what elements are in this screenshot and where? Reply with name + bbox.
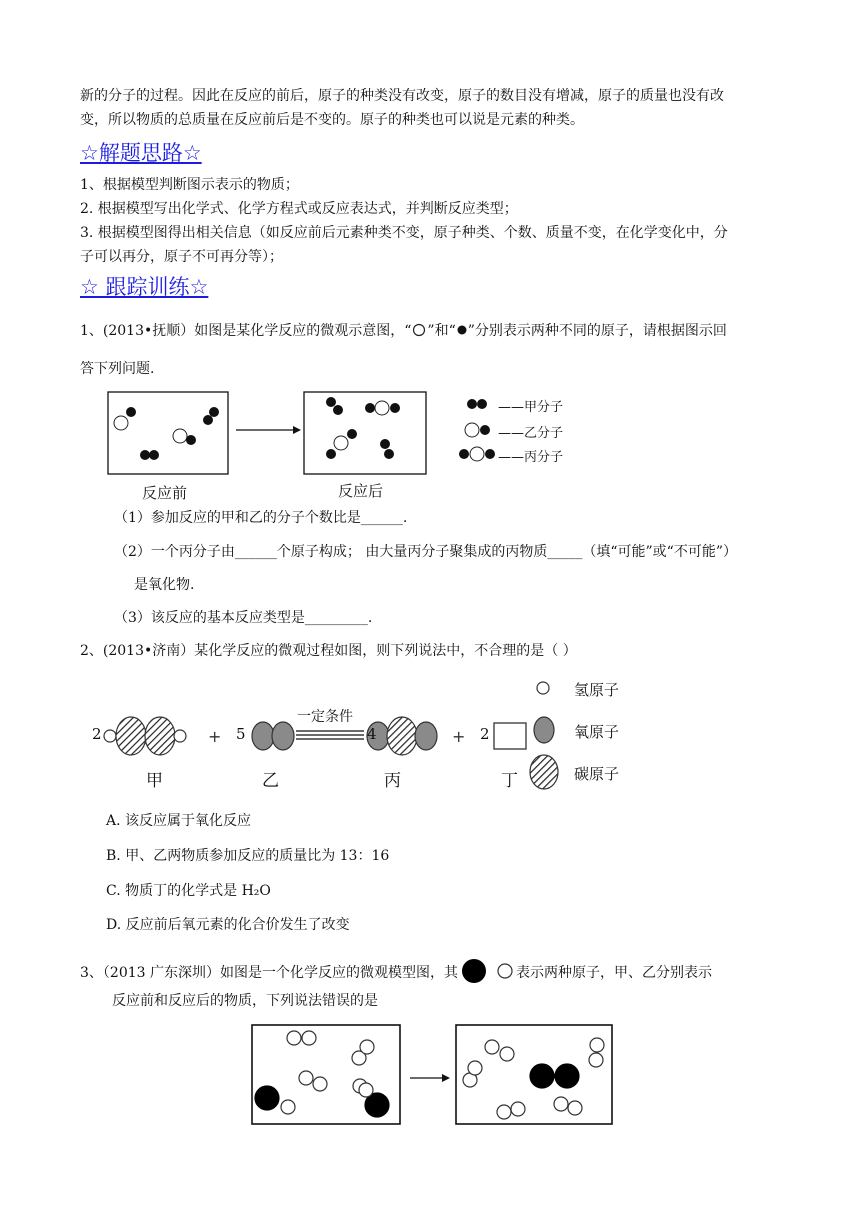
condition-equals [296,731,364,739]
q2-reaction-diagram [86,672,626,800]
section-title-thinking: ☆解题思路☆ [80,141,202,165]
before-box [108,392,228,474]
molecule-ding-box [494,723,526,749]
q1-sub-1: （1）参加反应的甲和乙的分子个数比是______. [114,510,408,526]
molecule-bing [367,717,437,755]
q2-stem: 2、(2013•济南）某化学反应的微观过程如图，则下列说法中，不合理的是（ ） [80,643,577,659]
plus-2: + [452,727,466,746]
black-atom-icon [456,323,468,337]
q1-stem-part-b: ”和“ [427,323,456,339]
q1-stem-cont: 答下列问题. [80,361,155,377]
legend-molecule-jia: ——甲分子 [498,400,564,415]
intro-line-1: 新的分子的过程。因此在反应的前后，原子的种类没有改变，原子的数目没有增减，原子的质量也没有改 [80,88,724,104]
label-before: 反应前 [142,484,188,502]
q1-stem [80,320,790,342]
q2-option-d: D. 反应前后氧元素的化合价发生了改变 [106,917,350,933]
molecule-jia [104,717,186,755]
thinking-item-2: 2. 根据模型写出化学式、化学方程式或反应表达式，并判断反应类型； [80,201,518,217]
name-ding: 丁 [501,771,518,791]
q1-stem-part-a: 1、(2013•抚顺）如图是某化学反应的微观示意图，“ [80,323,412,339]
q3-stem-part-a: 3、（2013 广东深圳）如图是一个化学反应的微观模型图，其 [80,965,458,981]
molecule-yi [252,722,294,750]
after-box [304,392,426,474]
q3-reaction-diagram [246,1020,626,1130]
small-white-atom-icon [492,961,516,981]
q3-stem-cont: 反应前和反应后的物质，下列说法错误的是 [112,993,378,1009]
section-title-training: ☆ 跟踪训练☆ [80,275,209,299]
plus-1: + [208,727,222,746]
intro-line-2: 变，所以物质的总质量在反应前后是不变的。原子的种类也可以说是元素的种类。 [80,112,584,128]
q1-legend [459,399,495,461]
coef-ding: 2 [480,725,490,743]
q3-stem-part-b: 表示两种原子，甲、乙分别表示 [516,965,712,981]
name-jia: 甲 [146,771,163,791]
name-yi: 乙 [262,771,279,791]
q2-option-a: A. 该反应属于氧化反应 [106,813,252,829]
coef-jia: 2 [92,725,102,743]
q1-sub-3: （3）该反应的基本反应类型是_________. [114,610,373,626]
q1-sub-2-cont: 是氧化物. [134,577,195,593]
q2-option-c: C. 物质丁的化学式是 H₂O [106,883,271,899]
thinking-item-1: 1、根据模型判断图示表示的物质； [80,177,299,193]
q3-stem [80,958,790,984]
legend-molecule-bing: ——丙分子 [498,450,564,465]
q2-option-b: B. 甲、乙两物质参加反应的质量比为 13：16 [106,848,390,864]
legend-carbon: 碳原子 [574,765,620,783]
q2-legend [530,682,558,789]
legend-oxygen: 氧原子 [574,723,620,741]
q1-sub-2: （2）一个丙分子由______个原子构成； 由大量丙分子聚集成的丙物质_____（填“可能”或“不可能”） [114,544,737,560]
thinking-item-3: 3. 根据模型图得出相关信息（如反应前后元素种类不变，原子种类、个数、质量不变，在化学变化中，分 [80,225,728,241]
coef-bing: 4 [367,725,377,743]
name-bing: 丙 [384,771,401,791]
white-atom-icon [411,323,427,337]
thinking-item-4: 子可以再分，原子不可再分等）； [80,249,283,265]
large-black-atom-icon [458,958,492,984]
coef-yi: 5 [236,725,246,743]
label-after: 反应后 [338,482,384,500]
legend-molecule-yi: ——乙分子 [498,426,564,441]
q1-stem-part-c: ”分别表示两种不同的原子，请根据图示回 [467,323,727,339]
legend-hydrogen: 氢原子 [574,681,620,699]
reaction-condition: 一定条件 [297,709,353,725]
